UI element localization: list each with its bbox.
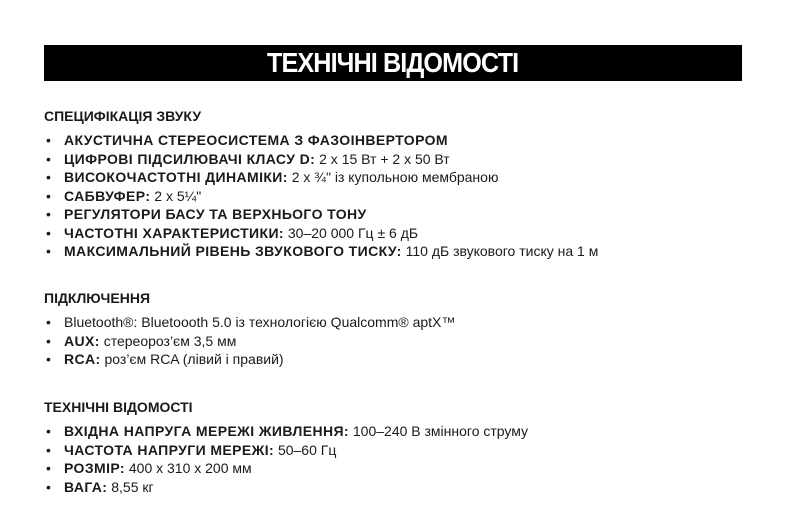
item-value: 30–20 000 Гц ± 6 дБ — [284, 224, 419, 241]
sound-spec-list — [44, 131, 598, 261]
item-label: ЦИФРОВІ ПІДСИЛЮВАЧІ КЛАСУ D: — [64, 150, 316, 167]
item-label: ВИСОКОЧАСТОТНІ ДИНАМІКИ: — [64, 169, 288, 185]
item-label: МАКСИМАЛЬНИЙ РІВЕНЬ ЗВУКОВОГО ТИСКУ: — [64, 243, 402, 259]
list-item — [44, 205, 598, 224]
item-value: Bluetoooth 5.0 із технологією Qualcomm® aptX™ — [137, 314, 456, 330]
list-item — [44, 441, 528, 460]
item-value: роз’єм RCA (лівий і правий) — [100, 351, 284, 367]
item-label: ВАГА: — [64, 478, 108, 495]
item-label: САБВУФЕР: — [64, 187, 151, 204]
list-item — [44, 422, 528, 441]
technical-heading: ТЕХНІЧНІ ВІДОМОСТІ — [44, 399, 193, 415]
item-value: стереороз’єм 3,5 мм — [99, 332, 237, 349]
item-value: 2 x 15 Вт + 2 x 50 Вт — [315, 150, 450, 167]
connectivity-list — [44, 313, 455, 369]
item-label: AUX: — [64, 332, 100, 349]
item-label: RCA: — [64, 351, 101, 367]
list-item — [44, 168, 598, 187]
list-item — [44, 332, 455, 351]
list-item — [44, 350, 455, 369]
item-label: Bluetooth®: — [64, 314, 138, 330]
list-item — [44, 131, 598, 150]
item-label: ВХІДНА НАПРУГА МЕРЕЖІ ЖИВЛЕННЯ: — [64, 423, 349, 439]
technical-list — [44, 422, 528, 496]
list-item — [44, 478, 528, 497]
list-item — [44, 224, 598, 243]
technical-section — [44, 399, 528, 496]
item-label: АКУСТИЧНА СТЕРЕОСИСТЕМА З ФАЗОІНВЕРТОРОМ — [64, 132, 448, 148]
list-item — [44, 187, 598, 206]
item-value: 110 дБ звукового тиску на 1 м — [401, 243, 599, 259]
item-value: 8,55 кг — [107, 478, 154, 495]
list-item — [44, 242, 598, 261]
item-value: 400 x 310 x 200 мм — [124, 460, 252, 476]
sound-spec-heading: СПЕЦИФІКАЦІЯ ЗВУКУ — [44, 108, 202, 124]
list-item — [44, 459, 528, 478]
item-label: ЧАСТОТА НАПРУГИ МЕРЕЖІ: — [64, 441, 275, 458]
sound-spec-section — [44, 108, 598, 261]
item-label: РОЗМІР: — [64, 460, 125, 476]
item-label: ЧАСТОТНІ ХАРАКТЕРИСТИКИ: — [64, 224, 284, 241]
list-item — [44, 313, 455, 332]
list-item — [44, 150, 598, 169]
connectivity-heading: ПІДКЛЮЧЕННЯ — [44, 290, 151, 306]
item-value: 2 x ¾" із купольною мембраною — [287, 169, 499, 185]
title-bar — [44, 45, 742, 81]
page-title: ТЕХНІЧНІ ВІДОМОСТІ — [267, 47, 519, 78]
item-label: РЕГУЛЯТОРИ БАСУ ТА ВЕРХНЬОГО ТОНУ — [64, 206, 367, 222]
item-value: 100–240 В змінного струму — [349, 423, 529, 439]
item-value: 50–60 Гц — [274, 441, 337, 458]
connectivity-section — [44, 290, 455, 369]
item-value: 2 x 5¼" — [150, 187, 202, 204]
